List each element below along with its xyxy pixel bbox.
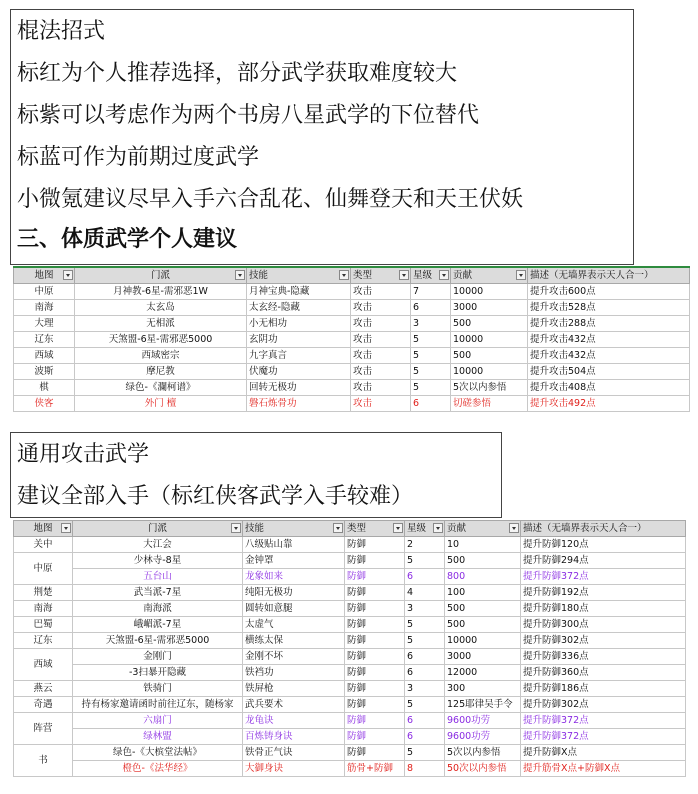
description-cell[interactable]: 提升攻击288点 xyxy=(528,316,690,332)
description-cell[interactable]: 提升攻击492点 xyxy=(528,396,690,412)
table-row xyxy=(14,348,690,364)
contribution-cell[interactable]: 10000 xyxy=(445,633,521,649)
recommendation-note-2 xyxy=(10,432,502,518)
table-row xyxy=(14,665,686,681)
sect-cell[interactable]: 月神教-6星-需邪恶1W xyxy=(75,284,247,300)
skill-cell[interactable]: 金钟罩 xyxy=(243,553,345,569)
description-cell[interactable]: 提升攻击432点 xyxy=(528,348,690,364)
skill-cell[interactable]: 九字真言 xyxy=(247,348,351,364)
map-cell[interactable]: 侠客 xyxy=(14,396,75,412)
contribution-cell[interactable]: 500 xyxy=(445,601,521,617)
table-row xyxy=(14,745,686,761)
contribution-cell[interactable]: 5次以内参悟 xyxy=(451,380,528,396)
map-cell[interactable]: 棋 xyxy=(14,380,75,396)
sect-cell[interactable]: 铁骑门 xyxy=(73,681,243,697)
type-cell[interactable]: 攻击 xyxy=(351,284,411,300)
map-cell[interactable]: 巴蜀 xyxy=(14,617,73,633)
skill-cell[interactable]: 小无相功 xyxy=(247,316,351,332)
table-row xyxy=(14,569,686,585)
sect-cell[interactable]: 绿林盟 xyxy=(73,729,243,745)
contribution-cell[interactable]: 10000 xyxy=(451,284,528,300)
description-cell[interactable]: 提升攻击408点 xyxy=(528,380,690,396)
type-cell[interactable]: 防御 xyxy=(345,633,405,649)
type-cell[interactable]: 攻击 xyxy=(351,348,411,364)
table-row xyxy=(14,380,690,396)
star-cell[interactable]: 6 xyxy=(405,569,445,585)
table-row xyxy=(14,284,690,300)
column-header-type[interactable]: 类型 xyxy=(345,521,405,537)
star-cell[interactable]: 6 xyxy=(405,713,445,729)
column-header-star[interactable]: 星级 xyxy=(411,267,451,284)
table-row xyxy=(14,697,686,713)
sect-cell[interactable]: 武当派-7星 xyxy=(73,585,243,601)
contribution-cell[interactable]: 500 xyxy=(445,553,521,569)
star-cell[interactable]: 5 xyxy=(411,364,451,380)
type-cell[interactable]: 攻击 xyxy=(351,332,411,348)
contribution-cell[interactable]: 5次以内参悟 xyxy=(445,745,521,761)
map-cell[interactable]: 中原 xyxy=(14,284,75,300)
column-header-contribution[interactable]: 贡献 xyxy=(451,267,528,284)
column-header-description[interactable]: 描述（无墙界表示天人合一） xyxy=(521,521,686,537)
star-cell[interactable]: 6 xyxy=(405,729,445,745)
filter-active-icon[interactable] xyxy=(399,270,409,280)
filter-dropdown-icon[interactable] xyxy=(433,523,443,533)
type-cell[interactable]: 防御 xyxy=(345,585,405,601)
sect-cell[interactable]: 绿色-《瀾柯谱》 xyxy=(75,380,247,396)
skill-cell[interactable]: 纯阳无极功 xyxy=(243,585,345,601)
sect-cell[interactable]: 少林寺-8星 xyxy=(73,553,243,569)
column-header-star[interactable]: 星级 xyxy=(405,521,445,537)
star-cell[interactable]: 6 xyxy=(405,665,445,681)
skill-cell[interactable]: 武兵要术 xyxy=(243,697,345,713)
description-cell[interactable]: 提升防御186点 xyxy=(521,681,686,697)
filter-dropdown-icon[interactable] xyxy=(439,270,449,280)
star-cell[interactable]: 3 xyxy=(405,601,445,617)
star-cell[interactable]: 5 xyxy=(405,633,445,649)
contribution-cell[interactable]: 9600功劳 xyxy=(445,713,521,729)
column-header-sect[interactable]: 门派 xyxy=(75,267,247,284)
contribution-cell[interactable]: 3000 xyxy=(445,649,521,665)
star-cell[interactable]: 6 xyxy=(411,300,451,316)
type-cell[interactable]: 防御 xyxy=(345,553,405,569)
type-cell[interactable]: 防御 xyxy=(345,601,405,617)
table-row xyxy=(14,364,690,380)
star-cell[interactable]: 6 xyxy=(411,396,451,412)
skill-cell[interactable]: 太玄经-隐藏 xyxy=(247,300,351,316)
filter-dropdown-icon[interactable] xyxy=(509,523,519,533)
sect-cell[interactable]: 五台山 xyxy=(73,569,243,585)
skill-cell[interactable]: 月神宝典-隐藏 xyxy=(247,284,351,300)
star-cell[interactable]: 5 xyxy=(405,553,445,569)
star-cell[interactable]: 5 xyxy=(405,745,445,761)
skill-cell[interactable]: 太虚气 xyxy=(243,617,345,633)
table-row xyxy=(14,633,686,649)
contribution-cell[interactable]: 500 xyxy=(451,316,528,332)
contribution-cell[interactable]: 9600功劳 xyxy=(445,729,521,745)
type-cell[interactable]: 防御 xyxy=(345,665,405,681)
star-cell[interactable]: 5 xyxy=(411,332,451,348)
star-cell[interactable]: 5 xyxy=(405,617,445,633)
column-header-description[interactable]: 描述（无墙界表示天人合一） xyxy=(528,267,690,284)
description-cell[interactable]: 提升防御300点 xyxy=(521,617,686,633)
filter-dropdown-icon[interactable] xyxy=(61,523,71,533)
contribution-cell[interactable]: 100 xyxy=(445,585,521,601)
sect-cell[interactable]: 金刚门 xyxy=(73,649,243,665)
column-header-skill[interactable]: 技能 xyxy=(243,521,345,537)
contribution-cell[interactable]: 125耶律吴手令 xyxy=(445,697,521,713)
contribution-cell[interactable]: 切磋参悟 xyxy=(451,396,528,412)
star-cell[interactable]: 5 xyxy=(405,697,445,713)
contribution-cell[interactable]: 10000 xyxy=(451,364,528,380)
skill-cell[interactable]: 磐石炼骨功 xyxy=(247,396,351,412)
sect-cell[interactable]: 天煞盟-6星-需邪恶5000 xyxy=(73,633,243,649)
column-header-type[interactable]: 类型 xyxy=(351,267,411,284)
filter-dropdown-icon[interactable] xyxy=(235,270,245,280)
note-line: 标蓝可作为前期过度武学 xyxy=(17,145,260,170)
table-row xyxy=(14,729,686,745)
sect-cell[interactable]: 外门 檀 xyxy=(75,396,247,412)
map-cell[interactable]: 中原 xyxy=(14,553,73,585)
sect-cell[interactable]: 六扇门 xyxy=(73,713,243,729)
type-cell[interactable]: 防御 xyxy=(345,745,405,761)
contribution-cell[interactable]: 300 xyxy=(445,681,521,697)
sect-cell[interactable]: 无相派 xyxy=(75,316,247,332)
star-cell[interactable]: 7 xyxy=(411,284,451,300)
note-line: 建议全部入手（标红侠客武学入手较难） xyxy=(17,484,414,509)
column-header-map[interactable]: 地图 xyxy=(14,267,75,284)
table-row xyxy=(14,537,686,553)
map-cell[interactable]: 辽东 xyxy=(14,633,73,649)
skill-cell[interactable]: 铁骨正气诀 xyxy=(243,745,345,761)
type-cell[interactable]: 攻击 xyxy=(351,396,411,412)
column-header-skill[interactable]: 技能 xyxy=(247,267,351,284)
description-cell[interactable]: 提升防御X点 xyxy=(521,745,686,761)
filter-dropdown-icon[interactable] xyxy=(231,523,241,533)
skill-cell[interactable]: 横练太保 xyxy=(243,633,345,649)
recommendation-note-1 xyxy=(10,9,634,265)
map-cell[interactable]: 关中 xyxy=(14,537,73,553)
filter-dropdown-icon[interactable] xyxy=(63,270,73,280)
description-cell[interactable]: 提升防御302点 xyxy=(521,697,686,713)
type-cell[interactable]: 防御 xyxy=(345,681,405,697)
type-cell[interactable]: 防御 xyxy=(345,713,405,729)
table-row xyxy=(14,585,686,601)
table-row xyxy=(14,396,690,412)
table-row xyxy=(14,681,686,697)
description-cell[interactable]: 提升防御336点 xyxy=(521,649,686,665)
description-cell[interactable]: 提升防御120点 xyxy=(521,537,686,553)
contribution-cell[interactable]: 500 xyxy=(445,617,521,633)
table-row xyxy=(14,300,690,316)
skill-cell[interactable]: 伏魔功 xyxy=(247,364,351,380)
column-header-map[interactable]: 地图 xyxy=(14,521,73,537)
map-cell[interactable]: 波斯 xyxy=(14,364,75,380)
sect-cell[interactable]: 绿色-《大槟堂法帖》 xyxy=(73,745,243,761)
star-cell[interactable]: 6 xyxy=(405,649,445,665)
contribution-cell[interactable]: 12000 xyxy=(445,665,521,681)
map-cell[interactable]: 燕云 xyxy=(14,681,73,697)
contribution-cell[interactable]: 800 xyxy=(445,569,521,585)
skill-cell[interactable]: 大御身诀 xyxy=(243,761,345,777)
contribution-cell[interactable]: 3000 xyxy=(451,300,528,316)
skill-cell[interactable]: 玄阴功 xyxy=(247,332,351,348)
star-cell[interactable]: 3 xyxy=(411,316,451,332)
skill-cell[interactable]: 龙象如来 xyxy=(243,569,345,585)
note-line-heading: 三、体质武学个人建议 xyxy=(17,227,238,252)
type-cell[interactable]: 攻击 xyxy=(351,364,411,380)
map-cell[interactable]: 南海 xyxy=(14,300,75,316)
map-cell[interactable]: 南海 xyxy=(14,601,73,617)
filter-active-icon[interactable] xyxy=(393,523,403,533)
contribution-cell[interactable]: 10000 xyxy=(451,332,528,348)
map-cell[interactable]: 西域 xyxy=(14,348,75,364)
column-header-contribution[interactable]: 贡献 xyxy=(445,521,521,537)
attack-martial-arts-table xyxy=(13,266,690,412)
description-cell[interactable]: 提升防御372点 xyxy=(521,713,686,729)
sect-cell[interactable]: 持有杨家邀请函时前往辽东，随杨家 xyxy=(73,697,243,713)
description-cell[interactable]: 提升攻击432点 xyxy=(528,332,690,348)
type-cell[interactable]: 防御 xyxy=(345,649,405,665)
description-cell[interactable]: 提升攻击504点 xyxy=(528,364,690,380)
filter-dropdown-icon[interactable] xyxy=(339,270,349,280)
sect-cell[interactable]: 太玄岛 xyxy=(75,300,247,316)
type-cell[interactable]: 攻击 xyxy=(351,316,411,332)
skill-cell[interactable]: 圆转如意腿 xyxy=(243,601,345,617)
description-cell[interactable]: 提升防御372点 xyxy=(521,569,686,585)
description-cell[interactable]: 提升防御360点 xyxy=(521,665,686,681)
description-cell[interactable]: 提升防御302点 xyxy=(521,633,686,649)
skill-cell[interactable]: 八级贴山靠 xyxy=(243,537,345,553)
sect-cell[interactable]: 天煞盟-6星-需邪恶5000 xyxy=(75,332,247,348)
defense-martial-arts-table xyxy=(13,520,686,777)
map-cell[interactable]: 西域 xyxy=(14,649,73,681)
note-line: 棍法招式 xyxy=(17,19,106,44)
table-row xyxy=(14,601,686,617)
type-cell[interactable]: 防御 xyxy=(345,537,405,553)
type-cell[interactable]: 攻击 xyxy=(351,300,411,316)
table-row xyxy=(14,332,690,348)
contribution-cell[interactable]: 500 xyxy=(451,348,528,364)
star-cell[interactable]: 5 xyxy=(411,348,451,364)
type-cell[interactable]: 筋骨+防御 xyxy=(345,761,405,777)
type-cell[interactable]: 防御 xyxy=(345,617,405,633)
table-row xyxy=(14,553,686,569)
description-cell[interactable]: 提升防御294点 xyxy=(521,553,686,569)
star-cell[interactable]: 2 xyxy=(405,537,445,553)
note-line: 小微氪建议尽早入手六合乱花、仙舞登天和天王伏妖 xyxy=(17,187,524,212)
table-row xyxy=(14,761,686,777)
filter-dropdown-icon[interactable] xyxy=(333,523,343,533)
table-row xyxy=(14,316,690,332)
star-cell[interactable]: 4 xyxy=(405,585,445,601)
star-cell[interactable]: 5 xyxy=(411,380,451,396)
table-row xyxy=(14,713,686,729)
star-cell[interactable]: 8 xyxy=(405,761,445,777)
description-cell[interactable]: 提升防御192点 xyxy=(521,585,686,601)
map-cell[interactable]: 奇遇 xyxy=(14,697,73,713)
sect-cell[interactable]: 西域密宗 xyxy=(75,348,247,364)
sect-cell[interactable]: 南海派 xyxy=(73,601,243,617)
table-row xyxy=(14,617,686,633)
sect-cell[interactable]: 大江会 xyxy=(73,537,243,553)
description-cell[interactable]: 提升防御180点 xyxy=(521,601,686,617)
map-cell[interactable]: 大理 xyxy=(14,316,75,332)
sect-cell[interactable]: -3扫暴开隐藏 xyxy=(73,665,243,681)
type-cell[interactable]: 防御 xyxy=(345,569,405,585)
skill-cell[interactable]: 铁屏枪 xyxy=(243,681,345,697)
note-line: 标紫可以考虑作为两个书房八星武学的下位替代 xyxy=(17,103,480,128)
star-cell[interactable]: 3 xyxy=(405,681,445,697)
skill-cell[interactable]: 百炼铸身诀 xyxy=(243,729,345,745)
column-header-sect[interactable]: 门派 xyxy=(73,521,243,537)
sect-cell[interactable]: 峨嵋派-7星 xyxy=(73,617,243,633)
description-cell[interactable]: 提升攻击600点 xyxy=(528,284,690,300)
map-cell[interactable]: 辽东 xyxy=(14,332,75,348)
description-cell[interactable]: 提升攻击528点 xyxy=(528,300,690,316)
filter-dropdown-icon[interactable] xyxy=(516,270,526,280)
note-line: 通用攻击武学 xyxy=(17,442,150,467)
contribution-cell[interactable]: 50次以内参悟 xyxy=(445,761,521,777)
type-cell[interactable]: 防御 xyxy=(345,697,405,713)
sect-cell[interactable]: 橙色-《法华经》 xyxy=(73,761,243,777)
table-row xyxy=(14,649,686,665)
description-cell[interactable]: 提升筋骨X点+防御X点 xyxy=(521,761,686,777)
map-cell[interactable]: 荆楚 xyxy=(14,585,73,601)
type-cell[interactable]: 攻击 xyxy=(351,380,411,396)
skill-cell[interactable]: 龙龟诀 xyxy=(243,713,345,729)
map-cell[interactable]: 书 xyxy=(14,745,73,777)
sect-cell[interactable]: 摩尼教 xyxy=(75,364,247,380)
skill-cell[interactable]: 金刚不坏 xyxy=(243,649,345,665)
map-cell[interactable]: 阵营 xyxy=(14,713,73,745)
skill-cell[interactable]: 回转无极功 xyxy=(247,380,351,396)
description-cell[interactable]: 提升防御372点 xyxy=(521,729,686,745)
contribution-cell[interactable]: 10 xyxy=(445,537,521,553)
skill-cell[interactable]: 铁裆功 xyxy=(243,665,345,681)
type-cell[interactable]: 防御 xyxy=(345,729,405,745)
note-line: 标红为个人推荐选择，部分武学获取难度较大 xyxy=(17,61,458,86)
